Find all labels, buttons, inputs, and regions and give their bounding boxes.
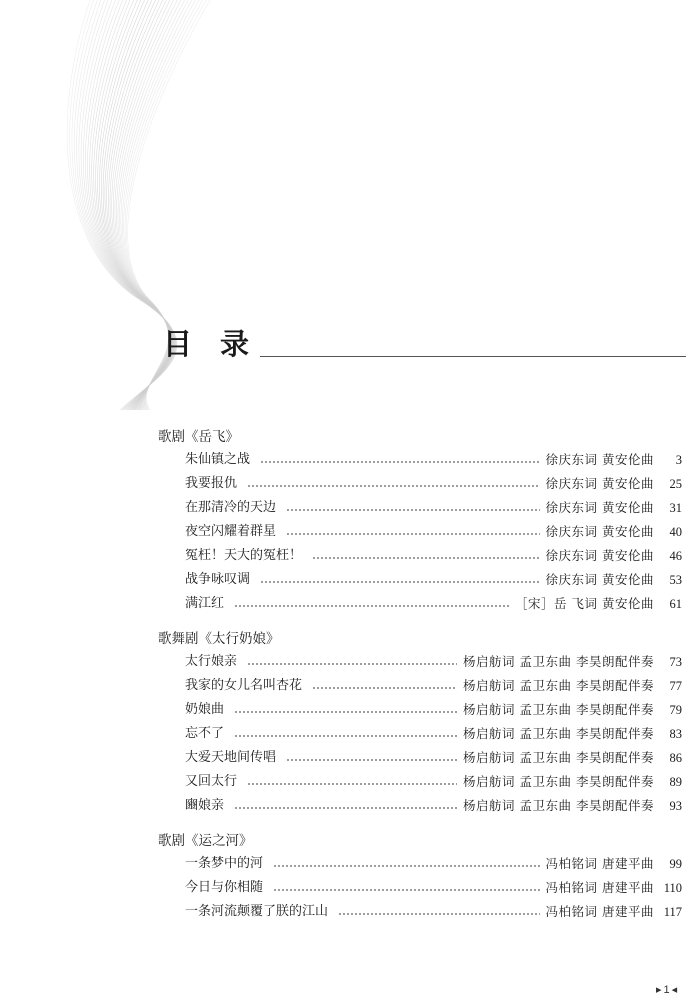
entry-title: 朱仙镇之战 [185,452,251,467]
toc-heading [163,322,249,363]
leader-dots [234,605,509,607]
toc-entry[interactable] [158,746,682,770]
entry-credit: 徐庆东词 黄安伦曲 [545,452,654,467]
leader-dots [247,783,457,785]
entry-credit: 杨启舫词 孟卫东曲 李昊朗配伴奏 [463,774,654,789]
entry-page: 89 [669,775,682,789]
entry-title: 又回太行 [185,774,238,789]
toc-entry[interactable] [158,592,682,616]
leader-dots [312,557,540,559]
leader-dots [234,735,457,737]
wave-line [98,0,174,410]
entry-page: 25 [669,477,682,491]
leader-dots [273,865,540,867]
entry-credit: ［宋］岳 飞词 黄安伦曲 [515,596,654,611]
entry-credit: 徐庆东词 黄安伦曲 [545,548,654,563]
leader-dots [286,759,457,761]
entry-credit: 冯柏铭词 唐建平曲 [545,880,654,895]
page-number [656,983,677,996]
entry-page: 110 [663,881,682,895]
entry-title: 夜空闪耀着群星 [185,524,277,539]
page-marker-right: ◂ [671,984,678,996]
entry-title: 一条河流颠覆了朕的江山 [185,904,329,919]
entry-credit: 杨启舫词 孟卫东曲 李昊朗配伴奏 [463,726,654,741]
entry-page: 79 [669,703,682,717]
section-title: 歌剧《岳飞》 [158,429,239,445]
entry-credit: 徐庆东词 黄安伦曲 [545,500,654,515]
leader-dots [286,509,540,511]
entry-title: 一条梦中的河 [185,856,264,871]
entry-credit: 杨启舫词 孟卫东曲 李昊朗配伴奏 [463,654,654,669]
toc-entry[interactable] [158,568,682,592]
entry-page: 3 [675,453,682,467]
leader-dots [260,461,540,463]
leader-dots [338,913,540,915]
entry-credit: 徐庆东词 黄安伦曲 [545,524,654,539]
entry-title: 豳娘亲 [185,798,225,813]
toc-entry[interactable] [158,496,682,520]
entry-page: 73 [669,655,682,669]
entry-page: 99 [669,857,682,871]
toc-entry[interactable] [158,722,682,746]
toc-section-yunzhihe [158,830,682,924]
section-title: 歌舞剧《太行奶娘》 [158,631,280,647]
entry-page: 46 [669,549,682,563]
leader-dots [247,485,540,487]
leader-dots [260,581,540,583]
toc-entry[interactable] [158,698,682,722]
page-marker-left: ▸ [656,984,662,996]
leader-dots [234,807,457,809]
heading-rule [260,356,686,357]
toc-entry[interactable] [158,900,682,924]
entry-page: 53 [669,573,682,587]
toc-entry[interactable] [158,770,682,794]
toc-entry[interactable] [158,852,682,876]
table-of-contents [158,426,682,936]
entry-page: 77 [669,679,682,693]
page-number-value: 1 [663,984,670,996]
entry-page: 93 [669,799,682,813]
toc-entry[interactable] [158,794,682,818]
entry-title: 奶娘曲 [185,702,225,717]
entry-credit: 徐庆东词 黄安伦曲 [545,572,654,587]
entry-title: 我家的女儿名叫杏花 [185,678,303,693]
entry-page: 31 [669,501,682,515]
entry-page: 83 [669,727,682,741]
toc-section-yuefei [158,426,682,616]
toc-entry[interactable] [158,448,682,472]
entry-title: 战争咏叹调 [185,572,251,587]
heading-char-1: 目 [163,327,193,361]
entry-credit: 杨启舫词 孟卫东曲 李昊朗配伴奏 [463,678,654,693]
entry-title: 忘不了 [185,726,225,741]
entry-credit: 杨启舫词 孟卫东曲 李昊朗配伴奏 [463,798,654,813]
leader-dots [234,711,457,713]
entry-credit: 杨启舫词 孟卫东曲 李昊朗配伴奏 [463,750,654,765]
entry-title: 冤枉！天大的冤枉！ [185,548,303,563]
toc-entry[interactable] [158,876,682,900]
toc-section-taihang [158,628,682,818]
entry-page: 61 [669,597,682,611]
entry-page: 86 [669,751,682,765]
leader-dots [247,663,457,665]
entry-title: 在那清冷的天边 [185,500,277,515]
entry-title: 大爱天地间传唱 [185,750,277,765]
leader-dots [312,687,457,689]
toc-entry[interactable] [158,472,682,496]
entry-page: 117 [663,905,682,919]
entry-credit: 冯柏铭词 唐建平曲 [545,856,654,871]
entry-title: 满江红 [185,596,225,611]
entry-credit: 徐庆东词 黄安伦曲 [545,476,654,491]
entry-credit: 冯柏铭词 唐建平曲 [545,904,654,919]
entry-page: 40 [669,525,682,539]
leader-dots [286,533,540,535]
entry-title: 今日与你相随 [185,880,264,895]
heading-char-2: 录 [220,327,250,361]
toc-entry[interactable] [158,650,682,674]
entry-title: 我要报仇 [185,476,238,491]
toc-entry[interactable] [158,520,682,544]
leader-dots [273,889,540,891]
wave-line [101,0,172,410]
entry-title: 太行娘亲 [185,654,238,669]
toc-entry[interactable] [158,544,682,568]
toc-entry[interactable] [158,674,682,698]
section-title: 歌剧《运之河》 [158,833,253,849]
entry-credit: 杨启舫词 孟卫东曲 李昊朗配伴奏 [463,702,654,717]
